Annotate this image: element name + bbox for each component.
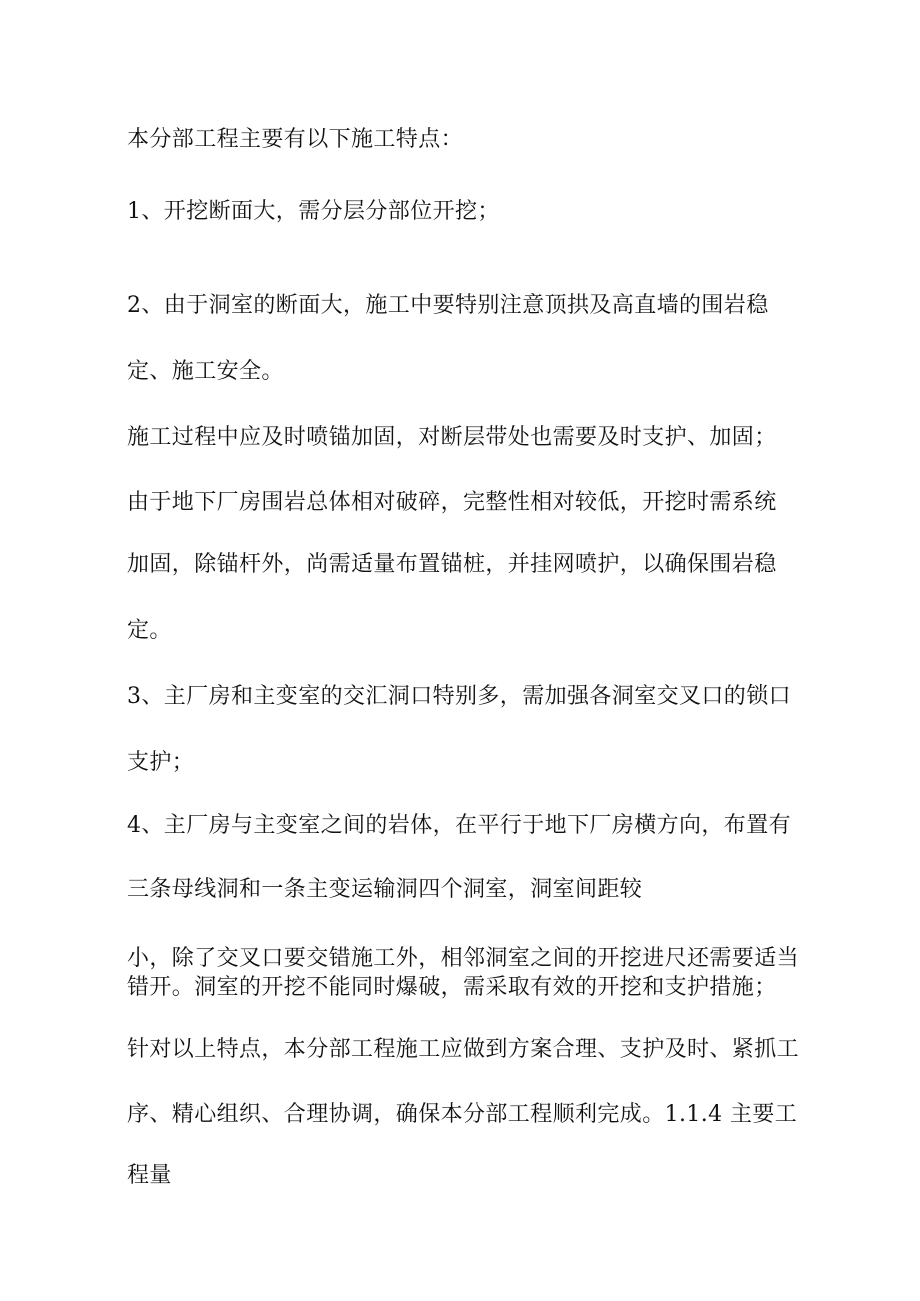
text-line: 程量 [127, 1163, 172, 1188]
text-line: 由于地下厂房围岩总体相对破碎，完整性相对较低，开挖时需系统 [127, 490, 777, 515]
text-line: 3、主厂房和主变室的交汇洞口特别多，需加强各洞室交叉口的锁口 [127, 684, 791, 709]
text-line: 1、开挖断面大，需分层分部位开挖； [127, 199, 500, 224]
text-line: 本分部工程主要有以下施工特点： [127, 127, 464, 152]
text-line: 针对以上特点，本分部工程施工应做到方案合理、支护及时、紧抓工 [127, 1037, 800, 1062]
text-line: 三条母线洞和一条主变运输洞四个洞室，洞室间距较 [127, 877, 643, 902]
text-line: 施工过程中应及时喷锚加固，对断层带处也需要及时支护、加固； [127, 425, 777, 450]
text-line: 支护； [127, 750, 195, 775]
text-line: 定、施工安全。 [127, 359, 284, 384]
text-line: 序、精心组织、合理协调，确保本分部工程顺利完成。1.1.4 主要工 [127, 1102, 798, 1127]
text-line: 小，除了交叉口要交错施工外，相邻洞室之间的开挖进尺还需要适当 [127, 946, 800, 971]
text-line: 错开。洞室的开挖不能同时爆破，需采取有效的开挖和支护措施； [127, 975, 777, 1000]
text-line: 加固，除锚杆外，尚需适量布置锚桩，并挂网喷护，以确保围岩稳 [127, 552, 777, 577]
text-line: 定。 [127, 618, 172, 643]
text-line: 4、主厂房与主变室之间的岩体，在平行于地下厂房横方向，布置有 [127, 813, 791, 838]
text-line: 2、由于洞室的断面大，施工中要特别注意顶拱及高直墙的围岩稳 [127, 293, 769, 318]
